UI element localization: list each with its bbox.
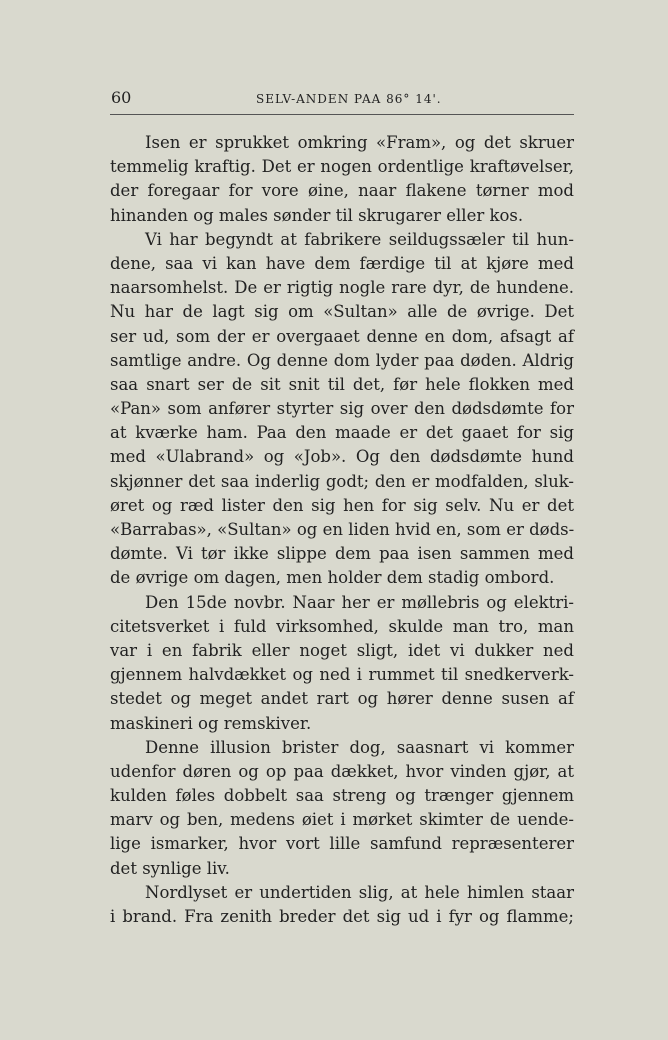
text-line: Isen er sprukket omkring «Fram», og det skruer — [145, 133, 574, 152]
text-line: der foregaar for vore øine, naar flakene tørner mod — [110, 181, 574, 201]
text-line: temmelig kraftig. Det er nogen ordentlige kraftøvelser, — [110, 157, 574, 177]
text-line: stedet og meget andet rart og hører denne susen af — [110, 689, 574, 709]
text-line: saa snart ser de sit snit til det, før hele flokken med — [110, 374, 574, 394]
text-line: maskineri og remskiver. — [110, 713, 312, 733]
text-line: Den 15de novbr. Naar her er møllebris og elektri- — [145, 592, 574, 612]
text-line: kulden føles dobbelt saa streng og trænger gjennem — [110, 786, 574, 806]
header-rule — [110, 114, 574, 115]
text-line: med «Ulabrand» og «Job». Og den dødsdømte hund — [110, 447, 574, 467]
text-line: Nordlyset er undertiden slig, at hele himlen staar — [145, 882, 574, 902]
text-line: skjønner det saa inderlig godt; den er modfalden, sluk- — [110, 471, 574, 491]
text-line: naarsomhelst. De er rigtig nogle rare dyr, de hundene. — [110, 278, 574, 298]
text-line: de øvrige om dagen, men holder dem stadig ombord. — [110, 568, 555, 588]
text-line: dømte. Vi tør ikke slippe dem paa isen sammen med — [110, 544, 574, 564]
text-line: samtlige andre. Og denne dom lyder paa døden. Aldrig — [110, 350, 574, 370]
text-line: citetsverket i fuld virksomhed, skulde man tro, man — [110, 616, 574, 636]
running-head: SELV-ANDEN PAA 86° 14'. — [256, 92, 442, 106]
text-line: «Pan» som anfører styrter sig over den dødsdømte for — [110, 399, 574, 419]
text-line: at kværke ham. Paa den maade er det gaaet for sig — [110, 423, 574, 443]
text-line: udenfor døren og op paa dækket, hvor vinden gjør, at — [110, 761, 574, 781]
text-line: gjennem halvdækket og ned i rummet til snedkerverk- — [110, 665, 574, 685]
text-line: det synlige liv. — [110, 858, 230, 878]
text-line: dene, saa vi kan have dem færdige til at kjøre med — [110, 253, 574, 273]
text-line: var i en fabrik eller noget sligt, idet vi dukker ned — [110, 640, 574, 660]
text-line: ser ud, som der er overgaaet denne en dom, afsagt af — [110, 326, 574, 346]
page-number: 60 — [111, 88, 132, 107]
text-line: Denne illusion brister dog, saasnart vi kommer — [145, 737, 574, 757]
text-line: marv og ben, medens øiet i mørket skimter de uende- — [110, 810, 574, 830]
text-line: Nu har de lagt sig om «Sultan» alle de øvrige. Det — [110, 302, 574, 322]
text-line: øret og ræd lister den sig hen for sig selv. Nu er det — [110, 495, 574, 515]
text-line: Vi har begyndt at fabrikere seildugssæler til hun- — [145, 229, 574, 249]
text-line: «Barrabas», «Sultan» og en liden hvid en, som er døds- — [110, 520, 575, 539]
text-line: i brand. Fra zenith breder det sig ud i fyr og flamme; — [110, 907, 574, 926]
body-text — [110, 131, 574, 929]
text-line: hinanden og males sønder til skrugarer eller kos. — [110, 205, 524, 225]
text-line: lige ismarker, hvor vort lille samfund repræsenterer — [110, 834, 574, 854]
